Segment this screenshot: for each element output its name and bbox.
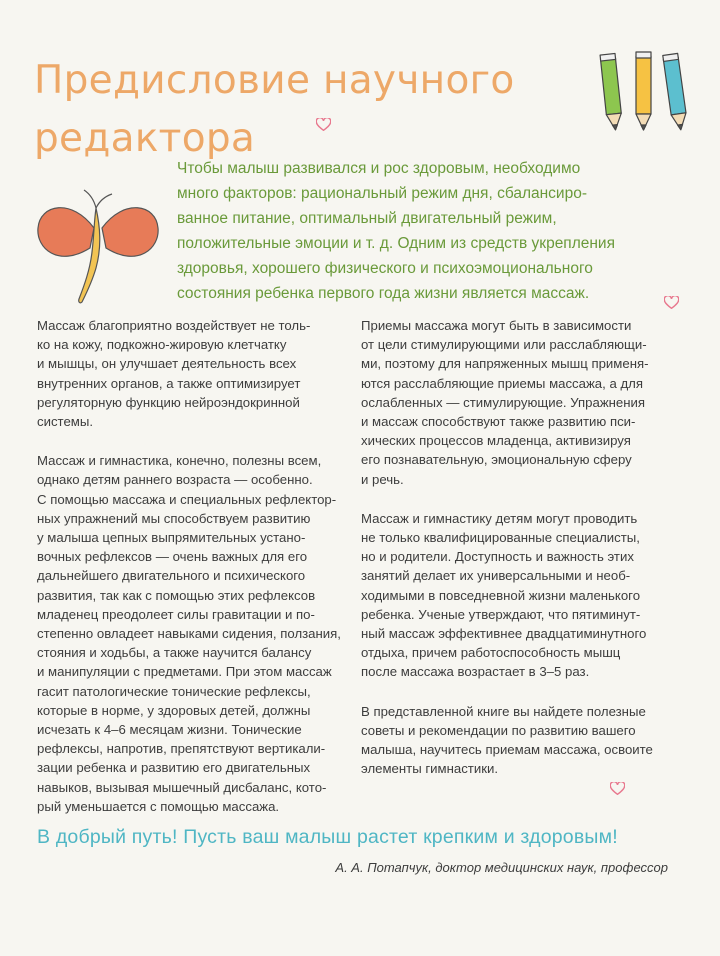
text-line: Массаж и гимнастика, конечно, полезны всем, (37, 453, 322, 469)
text-line: занятий делает их универсальными и необ- (361, 568, 631, 584)
text-line: вочных рефлексов — очень важных для его (37, 549, 308, 565)
text-line: которые в норме, у здоровых детей, должны (37, 702, 311, 718)
text-line: малыша, научитесь приемам массажа, освоите (361, 742, 653, 758)
intro-line: здоровья, хорошего физического и психоэмоционального (177, 260, 593, 277)
paragraph (361, 702, 681, 779)
text-line: младенец преодолеет силы гравитации и по- (37, 606, 315, 622)
text-line: у малыша цепных выпрямительных устано- (37, 530, 306, 546)
title-line: Предисловие научного (34, 58, 515, 103)
paragraph (37, 316, 337, 431)
text-line: С помощью массажа и специальных рефлектор- (37, 491, 337, 507)
heart-icon (316, 118, 331, 131)
text-line: но и родители. Доступность и важность этих (361, 549, 634, 565)
text-line: после массажа возрастает в 3–5 раз. (361, 664, 590, 680)
text-line: не только квалифицированные специалисты, (361, 530, 640, 546)
text-line: развития, так как с помощью этих рефлексов (37, 587, 316, 603)
text-line: элементы гимнастики. (361, 761, 498, 777)
text-line: внутренних органов, а также оптимизирует (37, 375, 301, 391)
text-line: советы и рекомендации по развитию вашего (361, 722, 636, 738)
text-line: и массаж способствуют также развитию пси- (361, 414, 636, 430)
text-line: и мышцы, он улучшает деятельность всех (37, 356, 297, 372)
signature: А. А. Потапчук, доктор медицинских наук, профессор (335, 860, 668, 875)
text-line: рефлексы, напротив, препятствуют вертикали- (37, 741, 326, 757)
text-line: регуляторную функцию нейроэндокринной (37, 394, 300, 410)
text-line: стояния и ходьбы, а также научится балансу (37, 645, 312, 661)
text-line: рый уменьшается с помощью массажа. (37, 798, 280, 814)
heart-icon (610, 782, 625, 795)
text-line: степенно овладеет навыками сидения, ползания, (37, 626, 341, 642)
text-line: и речь. (361, 471, 404, 487)
text-line: отдыха, причем работоспособность мышц (361, 645, 621, 661)
text-line: однако детям раннего возраста — особенно. (37, 472, 313, 488)
text-line: его познавательную, эмоциональную сферу (361, 452, 632, 468)
text-line: ный массаж эффективнее двадцатиминутного (361, 626, 647, 642)
left-column (37, 316, 341, 816)
text-line: Массаж благоприятно воздействует не толь- (37, 318, 311, 333)
text-line: гасит патологические тонические рефлексы, (37, 683, 311, 699)
intro-line: ванное питание, оптимальный двигательный режим, (177, 210, 557, 227)
paragraph (361, 509, 681, 682)
text-line: ми, поэтому для напряженных мышц применя- (361, 356, 649, 372)
text-line: Приемы массажа могут быть в зависимости (361, 318, 632, 333)
text-line: ослабленных — стимулирующие. Упражнения (361, 394, 646, 410)
text-line: ных упражнений мы способствуем развитию (37, 510, 311, 526)
text-line: навыков, вызывая мышечный дисбаланс, кото- (37, 779, 327, 795)
right-column (361, 316, 681, 778)
paragraph (37, 451, 341, 816)
text-line: ко на кожу, подкожно-жировую клетчатку (37, 337, 287, 353)
text-line: В представленной книге вы найдете полезные (361, 703, 646, 719)
text-line: ются расслабляющие приемы массажа, а для (361, 375, 643, 391)
text-line: Массаж и гимнастику детям могут проводить (361, 510, 638, 526)
paragraph (361, 316, 681, 489)
text-line: ходимыми в повседневной жизни маленького (361, 587, 641, 603)
intro-paragraph (177, 156, 687, 306)
intro-line: положительные эмоции и т. д. Одним из средств укрепления (177, 235, 615, 252)
pencils-icon (596, 50, 692, 134)
page-title (34, 52, 515, 168)
text-line: от цели стимулирующими или расслабляющи- (361, 337, 647, 353)
text-line: хических процессов младенца, активизируя (361, 433, 631, 449)
intro-line: Чтобы малыш развивался и рос здоровым, необходимо (177, 160, 581, 177)
text-line: зации ребенка и развитию его двигательных (37, 760, 311, 776)
title-line: редактора (34, 116, 256, 161)
closing-line: В добрый путь! Пусть ваш малыш растет крепким и здоровым! (37, 826, 618, 848)
text-line: ребенка. Ученые утверждают, что пятиминут- (361, 606, 641, 622)
intro-line: состояния ребенка первого года жизни является массаж. (177, 285, 590, 302)
text-line: и манипуляции с предметами. При этом массаж (37, 664, 332, 680)
intro-line: много факторов: рациональный режим дня, сбалансиро- (177, 185, 587, 202)
butterfly-icon (32, 186, 164, 308)
text-line: дальнейшего двигательного и психического (37, 568, 306, 584)
text-line: системы. (37, 414, 93, 430)
text-line: исчезать к 4–6 месяцам жизни. Тонические (37, 722, 302, 738)
